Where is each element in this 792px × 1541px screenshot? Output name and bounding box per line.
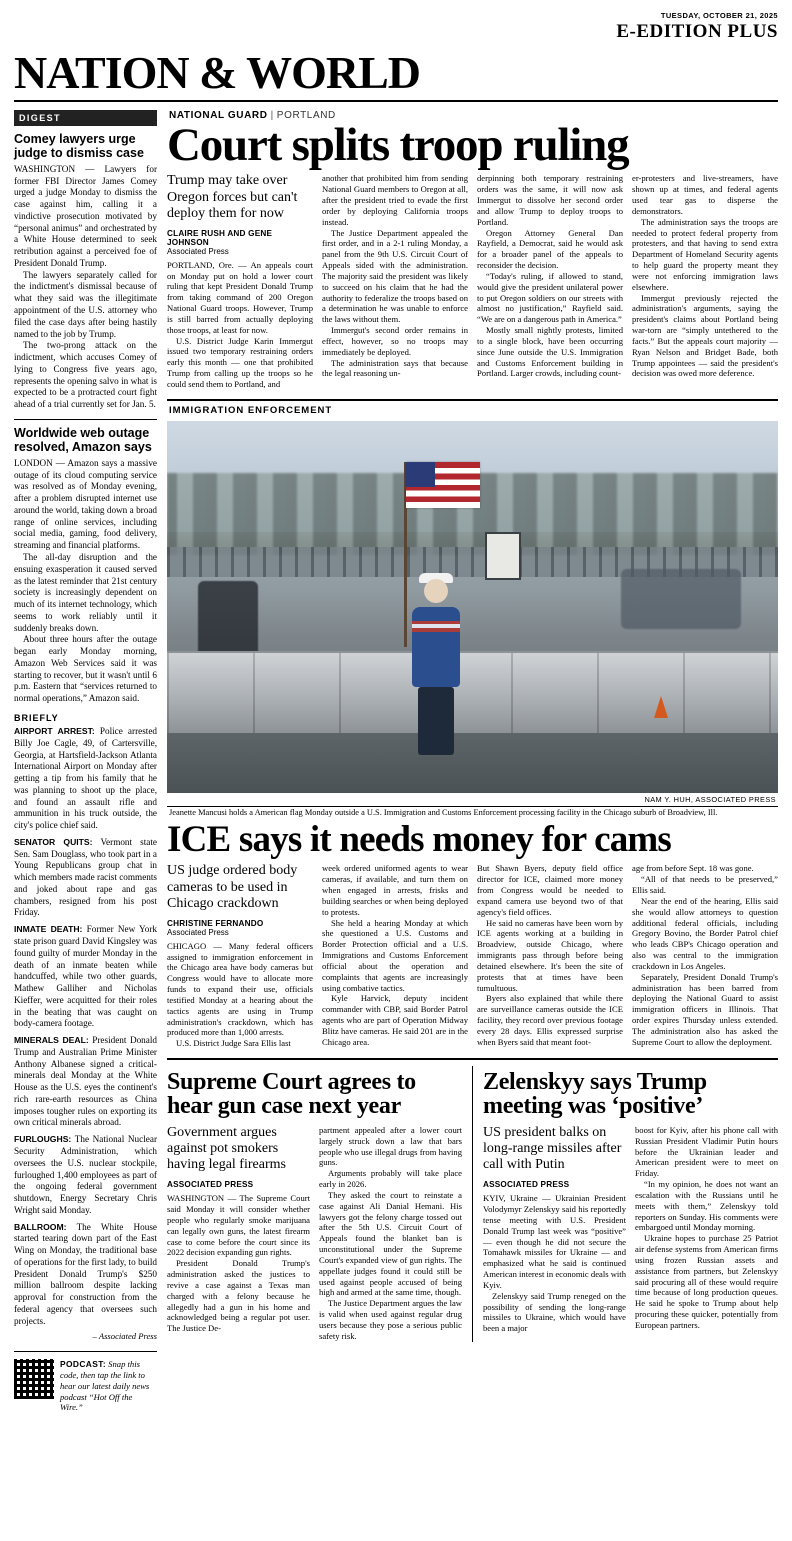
paragraph: “In my opinion, he does not want an escalation with the Russians until he meets with them,” Zelenskyy told reporters on Sunday. His comments were embargoed until Monday morning. — [635, 1179, 778, 1233]
kicker-main: NATIONAL GUARD — [169, 109, 268, 121]
digest-item-body — [14, 458, 157, 705]
paragraph: She held a hearing Monday at which she questioned a U.S. Customs and Border Protection official and a U.S. Immigrations and Customs Enforcement official about the operation and complaints that agents are increasingly using combative tactics. — [322, 917, 468, 993]
brief-text: The White House started tearing down part of the East Wing on Monday, the traditional base of operations for the first lady, to build President Donald Trump's $250 million ballroom despite lacking approval for construction from the federal agency that oversees such projects. — [14, 1221, 157, 1326]
gun-case-deck: Government argues against pot smokers having legal firearms — [167, 1124, 286, 1173]
paragraph: Kyle Harvick, deputy incident commander with CBP, said Border Patrol agents who are part of Operation Midway Blitz have cameras. He said 201 are in the Chicago area. — [322, 993, 468, 1047]
brief-lead: BALLROOM: — [14, 1221, 67, 1232]
lead-deck: Trump may take over Oregon forces but can't deploy them for now — [167, 173, 298, 221]
lead-headline[interactable]: Court splits troop ruling — [167, 118, 629, 171]
digest-header: DIGEST — [14, 110, 157, 126]
masthead — [14, 12, 778, 44]
gun-case-headline[interactable]: Supreme Court agrees to hear gun case next year — [167, 1069, 416, 1120]
divider — [14, 419, 157, 420]
paragraph: Arguments probably will take place early in 2026. — [319, 1168, 462, 1190]
zelenskyy-col2 — [635, 1125, 778, 1331]
paragraph: The Justice Department appealed the first order, and in a 2-1 ruling Monday, a panel from the 9th U.S. Circuit Court of Appeals sided with the administration. The majority said the president was likely to succeed on his claim that he had the authority to federalize the troops based on a determination he was unable to enforce the laws without them. — [322, 227, 468, 325]
brief-item — [14, 1035, 157, 1129]
news-photo — [167, 421, 778, 793]
gun-case-col2 — [319, 1125, 462, 1342]
digest-item — [14, 426, 157, 705]
digest-item-body — [14, 164, 157, 411]
paragraph: age from before Sept. 18 was gone. — [632, 863, 754, 874]
paragraph: President Donald Trump's administration asked the justices to revive a case against a Texas man charged with a felony because he allegedly had a gun in his home and acknowledged being a regular pot user. The Justice De- — [167, 1258, 310, 1334]
paragraph: The all-day disruption and the ensuing exasperation it caused served as the latest reminder that 21st century society is increasingly dependent on much of its internet technology, which seems to work reliably until it suddenly breaks down. — [14, 552, 157, 633]
paragraph: The lawyers separately called for the indictment's dismissal because of what they said was the illegitimate appointment of the U.S. attorney who filed the case days after being hastily named to the job by Trump. — [14, 269, 157, 339]
paragraph: Immergut's second order remains in effect, however, so no troops may immediately be deployed. — [322, 325, 468, 357]
photo-torso — [412, 607, 460, 687]
brief-lead: FURLOUGHS: — [14, 1134, 72, 1145]
paragraph: WASHINGTON — The Supreme Court said Monday it will consider whether people who regularly smoke marijuana can legally own guns, the latest firearm case to come before the court since its 2022 decision expanding gun rights. — [167, 1193, 310, 1258]
paragraph: The administration says that because the legal reasoning un- — [322, 357, 468, 379]
page-title: NATION & WORLD — [14, 46, 420, 98]
brief-item — [14, 726, 157, 832]
brief-lead: INMATE DEATH: — [14, 924, 83, 935]
photo-head — [424, 579, 448, 603]
immigration-section — [167, 399, 778, 1049]
lead-kicker: NATIONAL GUARD | PORTLAND — [169, 109, 336, 121]
digest-item-headline: Comey lawyers urge judge to dismiss case — [14, 131, 144, 160]
zelenskyy-story — [472, 1066, 778, 1342]
photo-caption: Jeanette Mancusi holds a American flag Monday outside a U.S. Immigration and Customs Enforcement processing facility in the Chicago suburb of Broadview, Ill. — [169, 807, 718, 817]
podcast-label: PODCAST: — [60, 1359, 107, 1370]
paragraph: week ordered uniformed agents to wear cameras, if available, and turn them on when engaged in arrests, frisks and building searches or when being deployed to protests. — [322, 863, 468, 917]
photo-vehicle — [621, 569, 741, 629]
podcast-promo[interactable] — [14, 1351, 157, 1413]
paragraph: another that prohibited him from sending National Guard members to Oregon at all, after the president tried to evade the first order by deploying California troops instead. — [322, 173, 468, 227]
brief-text: Former New York state prison guard David Kingsley was found guilty of murder Monday in the death of an inmate beaten while handcuffed, while two other guards, Mathew Galliher and Nicholas Kieffer, were acquitted for their roles in the beating that was caught on body-camera footage. — [14, 924, 158, 1029]
lead-byline-org: Associated Press — [167, 246, 229, 256]
masthead-date: TUESDAY, OCTOBER 21, 2025 — [660, 11, 778, 20]
immigration-byline: CHRISTINE FERNANDO — [167, 918, 264, 928]
brief-text: Police arrested Billy Joe Cagle, 49, of Cartersville, Georgia, at Hartsfield-Jackson Atlanta International Airport on Monday after getting a tip from his family that he was planning to shoot up the place, and found an assault rifle and ammunition in his truck outside, the city's police chief said. — [14, 725, 158, 831]
paragraph: The two-prong attack on the indictment, which accuses Comey of lying to Congress five years ago, represents the opening salvo in what is expected to be a protracted court fight ahead of a trial currently set for Jan. 5. — [14, 340, 157, 410]
gun-case-body — [167, 1125, 462, 1342]
photo-protest-sign — [485, 532, 521, 580]
lead-col2 — [322, 173, 468, 379]
zelenskyy-byline: ASSOCIATED PRESS — [483, 1180, 570, 1190]
paragraph: Byers also explained that while there are surveillance cameras outside the ICE facility, they record over previous footage every 28 days. Ellis expressed surprise when Byers said that meant foot- — [477, 993, 623, 1047]
brief-text: The National Nuclear Security Administration, which oversees the U.S. nuclear stockpile, furloughed 1,400 employees as part of the ongoing federal government shutdown, Energy Secretary Chris Wright said Monday. — [14, 1134, 157, 1215]
gun-case-byline: ASSOCIATED PRESS — [167, 1180, 254, 1190]
paragraph: Oregon Attorney General Dan Rayfield, a Democrat, said he would ask for a broader panel of the appeals to reconsider the decision. — [477, 227, 623, 271]
paragraph: They asked the court to reinstate a case against Ali Danial Hemani. His lawyers got the felony charge tossed out after the 5th U.S. Circuit Court of Appeals found the blanket ban is unconstitutional under the Supreme Court's expanded view of gun rights. The appellate judges found it could still be used against people accused of being high and armed at the same time, though. — [319, 1189, 462, 1298]
photo-traffic-cone — [654, 696, 668, 718]
paragraph: boost for Kyiv, after his phone call with Russian President Vladimir Putin hours before the Ukrainian leader and American president were to meet on Friday. — [635, 1124, 778, 1179]
paragraph: About three hours after the outage began early Monday morning, Amazon Web Services said it was starting to recover, but it wasn't until 6 p.m. Eastern that “services returned to normal operations,” Amazon said. — [14, 634, 157, 704]
paragraph: Immergut previously rejected the administration's arguments, saying the president's claims about Portland being war-torn are “simply untethered to the facts.” But the appeals court majority — Ryan Nelson and Bridget Bade, both Trump appointees — said the president's decision was owed more deference. — [632, 292, 778, 379]
masthead-edition: E-EDITION PLUS — [616, 20, 778, 42]
paragraph: WASHINGTON — Lawyers for former FBI Director James Comey urged a judge Monday to dismiss the case against him, calling it a vindictive prosecution motivated by “personal animus” and orchestrated by a White House determined to seek retribution against a perceived foe of President Donald Trump. — [14, 163, 157, 268]
digest-item-headline: Worldwide web outage resolved, Amazon says — [14, 425, 152, 454]
masthead-rule — [14, 100, 778, 102]
paragraph: CHICAGO — Many federal officers assigned to immigration enforcement in the Chicago area have body cameras but Congress would have to allocate more funds to expand their use, officials testified Monday at a hearing about the tactics agents are using in Trump administration's crackdown, which has produced more than 1,000 arrests. — [167, 940, 313, 1038]
immigration-headline[interactable]: ICE says it needs money for cams — [167, 818, 672, 860]
immigration-body — [167, 863, 778, 1049]
immigration-col3 — [477, 863, 623, 1047]
brief-item — [14, 924, 157, 1030]
zelenskyy-col1 — [483, 1193, 626, 1334]
bottom-stories — [167, 1058, 778, 1342]
paragraph: The Justice Department argues the law is valid when used against regular drug users because they pose a serious public safety risk. — [319, 1298, 462, 1341]
brief-item — [14, 837, 157, 919]
paragraph: Zelenskyy said Trump reneged on the possibility of sending the long-range missiles to Ukraine, which would have been a major — [483, 1290, 626, 1334]
brief-item — [14, 1134, 157, 1216]
brief-text: Vermont state Sen. Sam Douglass, who took part in a Young Republicans group chat in which members made racist comments and joked about rape and gas chambers, resigned from his post Friday. — [14, 836, 157, 918]
lead-col3 — [477, 173, 623, 379]
paragraph: PORTLAND, Ore. — An appeals court on Monday put on hold a lower court ruling that kept President Donald Trump from taking command of 200 Oregon National Guard troops. However, Trump is still barred from actually deploying those troops, at least for now. — [167, 259, 313, 335]
digest-item — [14, 132, 157, 411]
lead-col1 — [167, 260, 313, 390]
paragraph: Separately, President Donald Trump's administration has been barred from deploying the National Guard to assist immigration officers in Illinois. That order expires Thursday unless extended. The administration also has asked the Supreme Court to allow the deployment. — [632, 971, 778, 1047]
gun-case-story — [167, 1066, 462, 1342]
zelenskyy-headline[interactable]: Zelenskyy says Trump meeting was ‘positive’ — [483, 1069, 707, 1120]
paragraph: U.S. District Judge Karin Immergut issued two temporary restraining orders early this month — one that prohibited Trump from calling up the troops so he could send them to Portland, and — [167, 335, 313, 389]
brief-text: President Donald Trump and Australian Prime Minister Anthony Albanese signed a critical-minerals deal Monday at the White House as the U.S. eyes the continent's rich rare-earth resources as China imposes tougher rules on exporting its own critical minerals abroad. — [14, 1035, 157, 1128]
immigration-byline-org: Associated Press — [167, 927, 229, 937]
paragraph: Ukraine hopes to purchase 25 Patriot air defense systems from American firms using frozen Russian assets and assistance from partners, but Zelenskyy said procuring all of these would require time because of long production queues. He said he spoke to Trump about help procuring these quicker, potentially from European partners. — [635, 1233, 778, 1330]
immigration-col2 — [322, 863, 468, 1047]
briefly-label: BRIEFLY — [14, 712, 59, 723]
paragraph: He said no cameras have been worn by ICE agents working at a building in Broadview, outside Chicago, where immigrants pass through before being detained elsewhere. It's been the site of protests that at times have been tumultuous. — [477, 917, 623, 993]
paragraph: derpinning both temporary restraining orders was the same, it will now ask Immergut to dissolve her second order and allow Trump to deploy troops to Portland. — [477, 173, 623, 227]
lead-byline: CLAIRE RUSH AND GENE JOHNSON — [167, 228, 273, 247]
qr-code-icon[interactable] — [14, 1359, 54, 1399]
brief-lead: AIRPORT ARREST: — [14, 725, 95, 736]
paragraph: “All of that needs to be preserved,” Ellis said. — [632, 874, 778, 896]
lead-body — [167, 173, 778, 389]
kicker-dept: PORTLAND — [276, 109, 336, 121]
american-flag-icon — [406, 462, 480, 508]
photo-credit: NAM Y. HUH, ASSOCIATED PRESS — [644, 794, 776, 804]
photo-figure — [167, 421, 778, 818]
brief-item — [14, 1222, 157, 1328]
immigration-deck: US judge ordered body cameras to be used in Chicago crackdown — [167, 863, 298, 911]
briefly-list — [14, 726, 157, 1328]
photo-protester — [390, 555, 482, 756]
briefs-credit: – Associated Press — [92, 1331, 157, 1342]
section-label-immigration: IMMIGRATION ENFORCEMENT — [169, 404, 333, 416]
immigration-col4 — [632, 863, 778, 1047]
gun-case-col1 — [167, 1193, 310, 1334]
photo-legs — [418, 687, 454, 755]
zelenskyy-body — [483, 1125, 778, 1334]
paragraph: LONDON — Amazon says a massive outage of its cloud computing service was resolved as of Monday evening, after a problem disrupted internet use around the world, taking down a broad range of online services, including social media, gaming, food delivery, streaming and financial platforms. — [14, 457, 157, 551]
paragraph: U.S. District Judge Sara Ellis last — [176, 1038, 291, 1049]
podcast-description: Snap this code, then tap the link to hear our latest daily news podcast “Hot Off the Wire.” — [60, 1359, 150, 1413]
podcast-text — [60, 1359, 157, 1413]
paragraph: er-protesters and live-streamers, have shown up at times, and federal agents used tear gas to disperse the demonstrators. — [632, 173, 778, 216]
lead-story — [167, 110, 778, 390]
digest-column — [14, 110, 157, 1413]
brief-lead: SENATOR QUITS: — [14, 836, 93, 847]
zelenskyy-deck: US president balks on long-range missiles after call with Putin — [483, 1124, 622, 1173]
paragraph: Mostly small nightly protests, limited to a single block, have been occurring since June outside the U.S. Immigration and Customs Enforcement building in Portland. Larger crowds, including count- — [477, 325, 623, 379]
brief-lead: MINERALS DEAL: — [14, 1035, 89, 1046]
paragraph: But Shawn Byers, deputy field office director for ICE, claimed more money from Congress would be needed to expand camera use beyond two of that agency's field offices. — [477, 863, 623, 917]
immigration-col1 — [167, 941, 313, 1049]
paragraph: KYIV, Ukraine — Ukrainian President Volodymyr Zelenskyy said his reportedly tense meeting with U.S. President Donald Trump last week was “positive” — even though he did not secure the Tomahawk missiles for Ukraine — and emphasized what he said is continued American interest in economic deals with Kyiv. — [483, 1193, 626, 1290]
paragraph: “Today's ruling, if allowed to stand, would give the president unilateral power to put Oregon soldiers on our streets with almost no justification,” Rayfield said. “We are on a dangerous path in America.” — [477, 270, 623, 325]
paragraph: Near the end of the hearing, Ellis said she would allow attorneys to question additional federal officials, including Gregory Bovino, the Border Patrol chief who leads CBP's Chicago operation and also was central to the immigration crackdown in Los Angeles. — [632, 895, 778, 971]
paragraph: partment appealed after a lower court largely struck down a law that bars people who use illegal drugs from having guns. — [319, 1124, 462, 1168]
lead-col4 — [632, 173, 778, 379]
paragraph: The administration says the troops are needed to protect federal property from protesters, and that having to send extra Department of Homeland Security agents to help guard the property meant they were not enforcing immigration laws elsewhere. — [632, 216, 778, 292]
main-column — [167, 110, 778, 1413]
